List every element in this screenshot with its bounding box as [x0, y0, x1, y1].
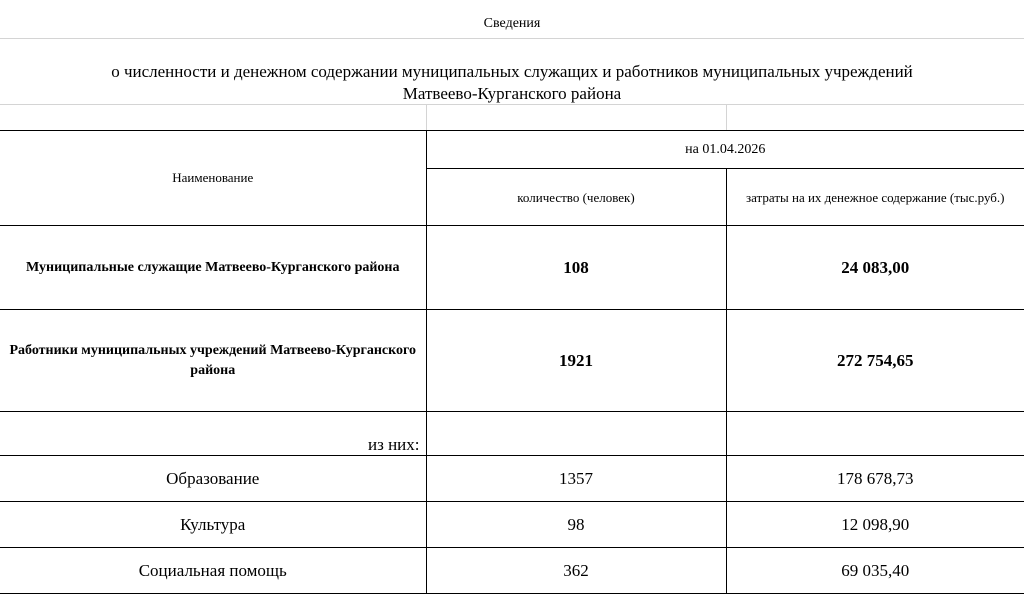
header-cost: затраты на их денежное содержание (тыс.руб.) — [726, 169, 1024, 226]
table-row — [0, 226, 1024, 310]
table-row — [0, 456, 1024, 502]
row-name: Культура — [0, 502, 426, 548]
row-name: Работники муниципальных учреждений Матвеево-Курганского района — [0, 310, 426, 412]
row-count: 1921 — [426, 310, 726, 412]
table-row — [0, 548, 1024, 594]
row-cost: 178 678,73 — [726, 456, 1024, 502]
row-count: 1357 — [426, 456, 726, 502]
grid-line — [0, 38, 1024, 39]
header-name: Наименование — [172, 170, 254, 185]
grid-line — [426, 104, 427, 130]
subtitle-line-2: Матвеево-Курганского района — [402, 84, 622, 103]
row-cost: 24 083,00 — [726, 226, 1024, 310]
row-cost: 69 035,40 — [726, 548, 1024, 594]
row-count: 108 — [426, 226, 726, 310]
table-row — [0, 502, 1024, 548]
header-count: количество (человек) — [426, 169, 726, 226]
row-count: 362 — [426, 548, 726, 594]
table-row — [0, 310, 1024, 412]
empty-cell — [726, 412, 1024, 456]
header-name-cell — [0, 131, 426, 226]
grid-line — [726, 104, 727, 130]
header-date: на 01.04.2026 — [426, 131, 1024, 169]
row-count: 98 — [426, 502, 726, 548]
document-heading: Сведения — [483, 16, 541, 31]
row-name: Муниципальные служащие Матвеево-Курганского района — [0, 226, 426, 310]
subtitle-line-1: о численности и денежном содержании муниципальных служащих и работников муниципальных учреждений — [111, 62, 913, 81]
row-cost: 272 754,65 — [726, 310, 1024, 412]
document-subtitle — [0, 61, 1024, 105]
row-name: Образование — [0, 456, 426, 502]
empty-cell — [426, 412, 726, 456]
row-cost: 12 098,90 — [726, 502, 1024, 548]
row-name: Социальная помощь — [0, 548, 426, 594]
of-them-label: из них: — [0, 412, 426, 456]
table-row — [0, 412, 1024, 456]
staff-table — [0, 130, 1024, 594]
